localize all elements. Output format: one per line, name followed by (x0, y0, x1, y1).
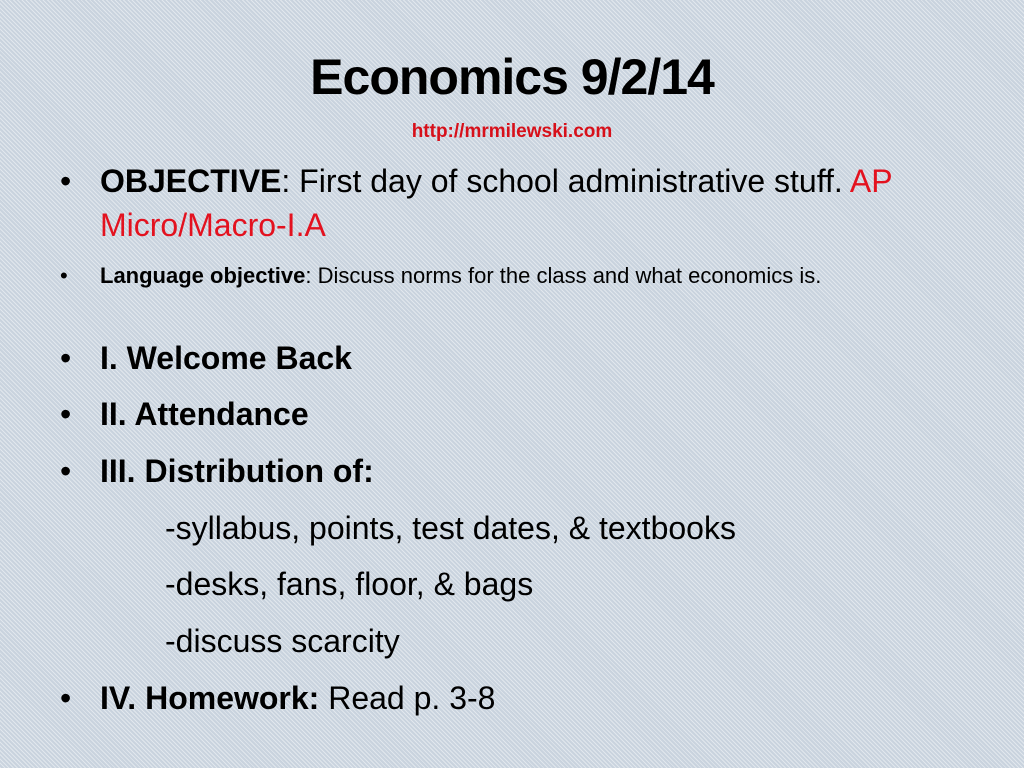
bullet-icon: • (60, 396, 72, 432)
objective-item (100, 159, 900, 247)
homework-text: Read p. 3-8 (328, 680, 496, 716)
language-objective-label: Language objective (100, 263, 306, 288)
objective-standard: AP Micro/Macro-I.A (100, 163, 893, 243)
distribution-subitem: -syllabus, points, test dates, & textbooks (165, 510, 736, 546)
distribution-subitem: -discuss scarcity (165, 623, 400, 659)
bullet-icon: • (60, 340, 72, 376)
language-objective-item (100, 260, 860, 292)
homework-item (100, 676, 495, 720)
agenda-item-distribution: III. Distribution of: (100, 453, 374, 489)
distribution-subitem: -desks, fans, floor, & bags (165, 566, 534, 602)
agenda-item-attendance: II. Attendance (100, 396, 309, 432)
website-link[interactable]: http://mrmilewski.com (411, 121, 613, 142)
homework-label: IV. Homework: (100, 680, 320, 716)
objective-colon: : (281, 163, 291, 199)
bullet-icon: • (60, 680, 72, 716)
agenda-item-welcome: I. Welcome Back (100, 340, 352, 376)
bullet-icon: • (60, 263, 68, 288)
objective-label: OBJECTIVE (100, 163, 282, 199)
objective-text: First day of school administrative stuff. (299, 163, 843, 199)
language-objective-text: : Discuss norms for the class and what economics is. (305, 263, 822, 288)
slide-title: Economics 9/2/14 (310, 49, 714, 105)
bullet-icon: • (60, 163, 72, 199)
bullet-icon: • (60, 453, 72, 489)
